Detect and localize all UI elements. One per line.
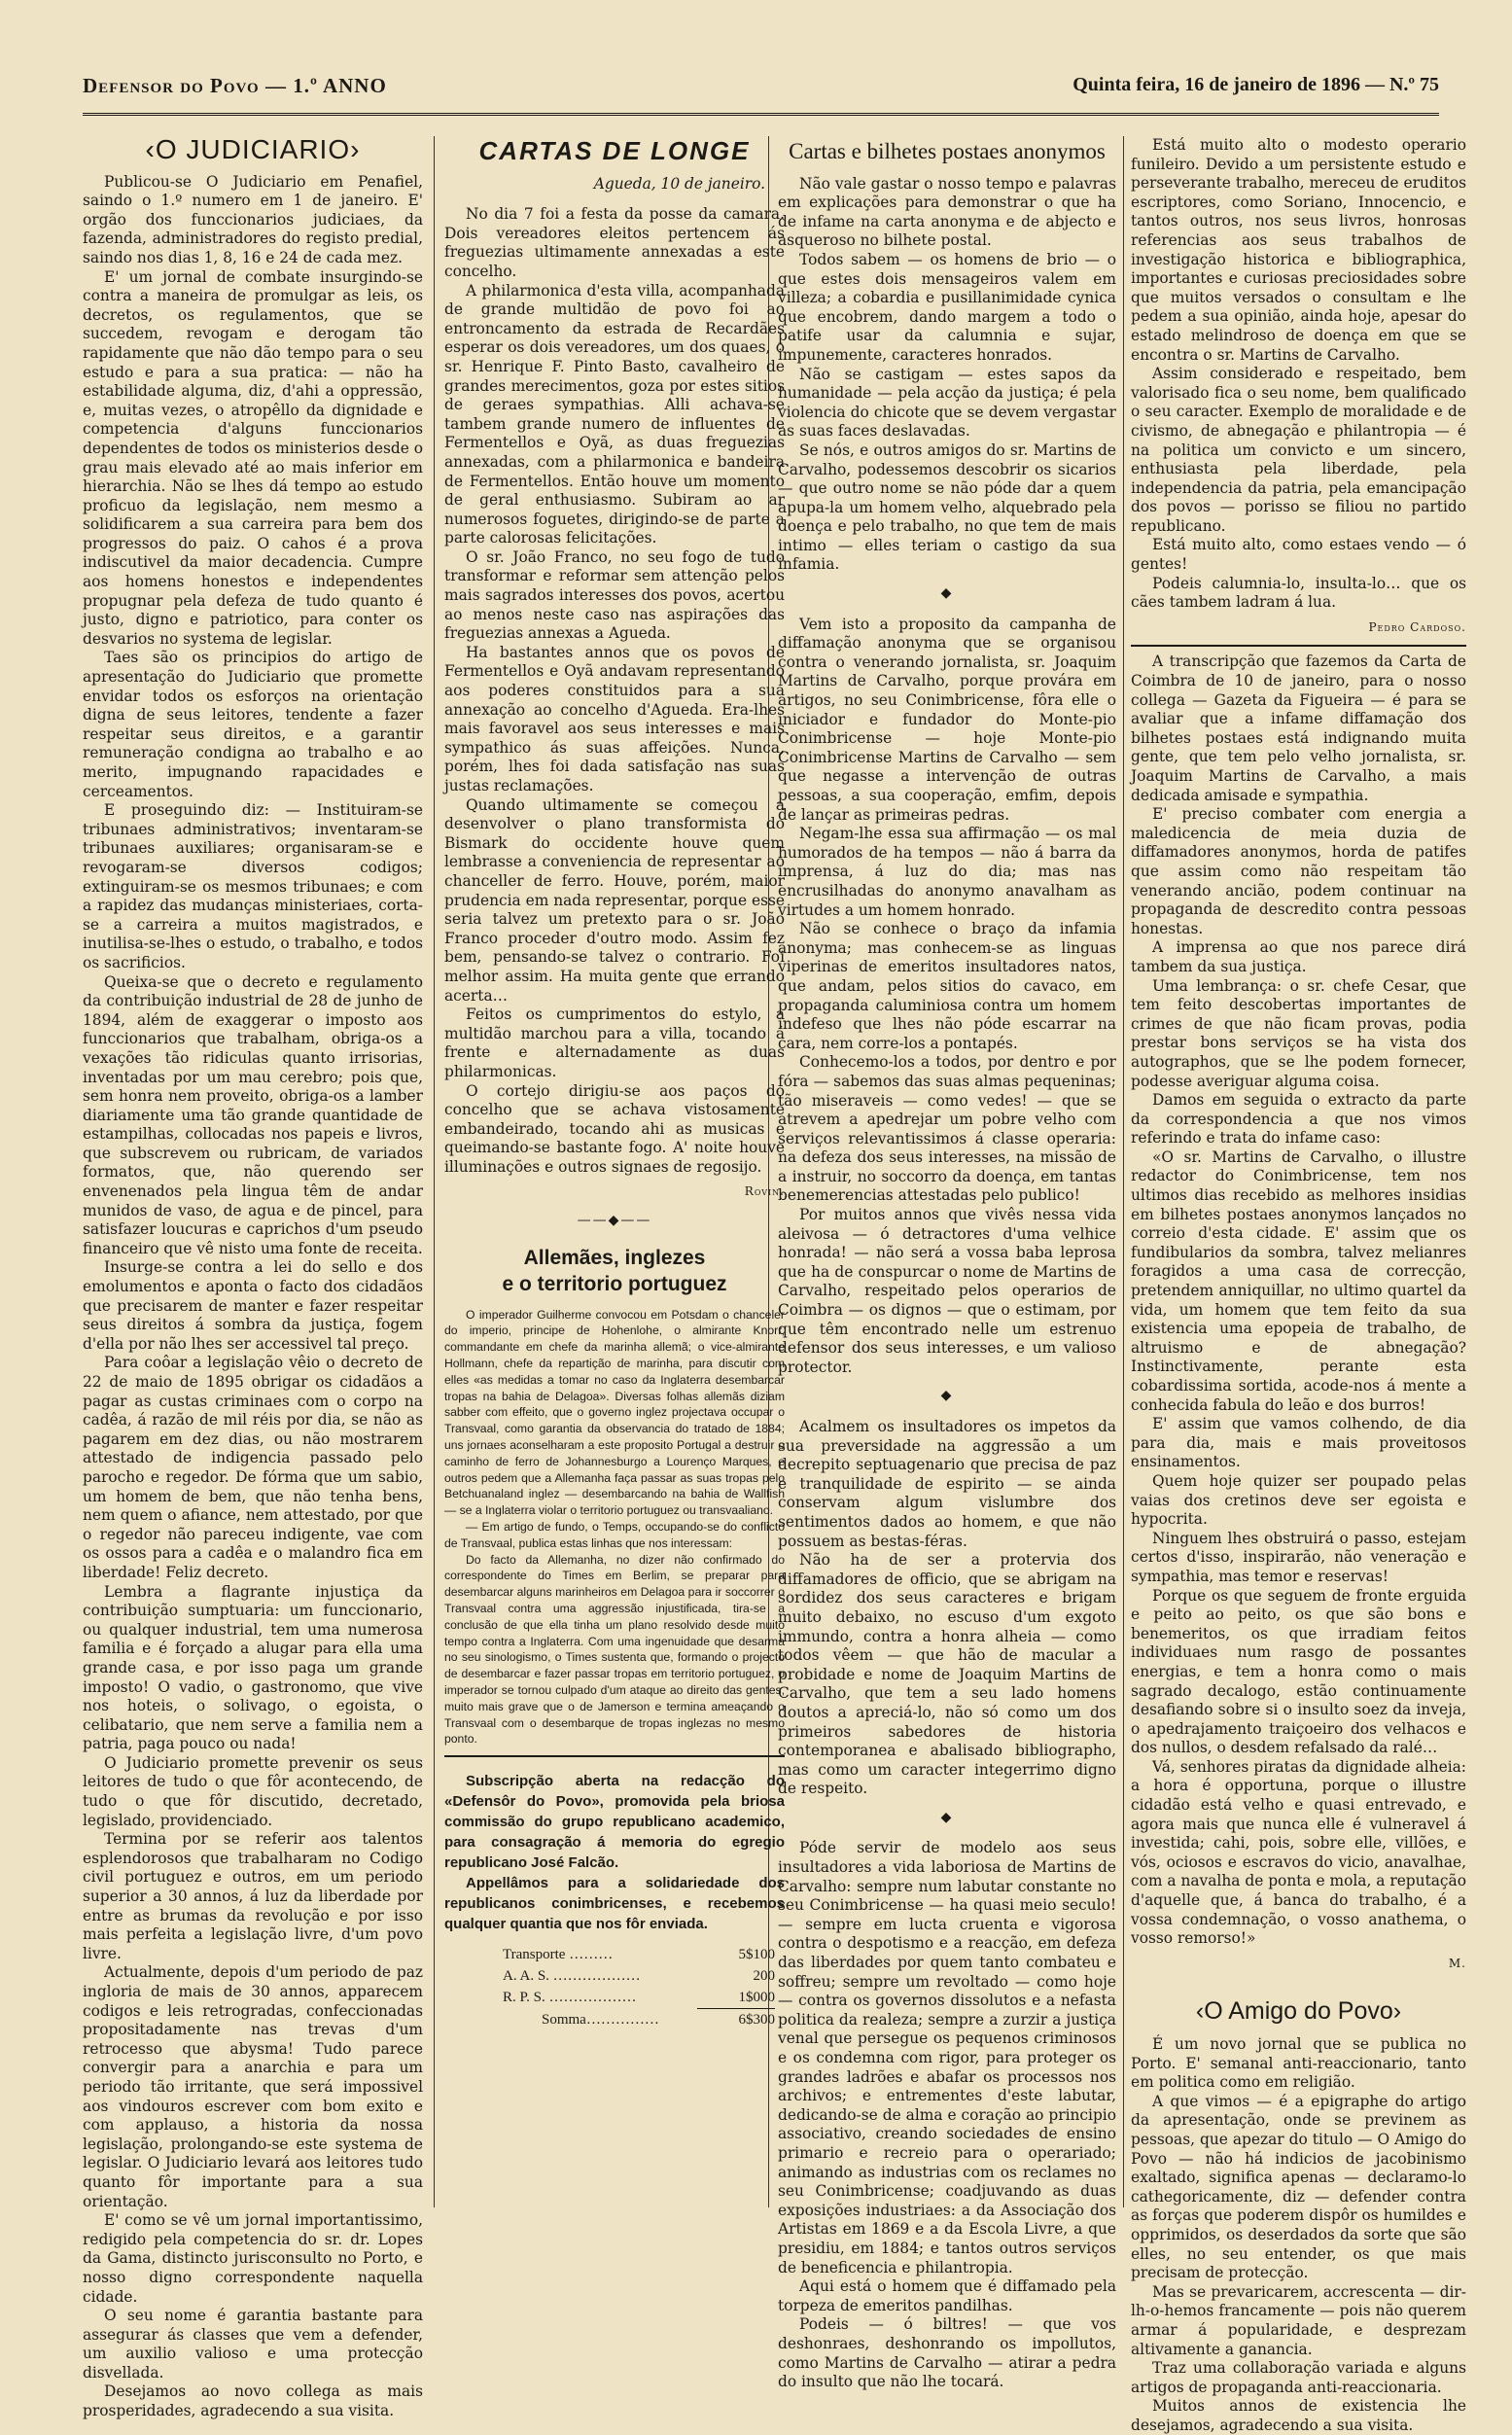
paragraph: O seu nome é garantia bastante para assegurar ás classes que vem a defender, um auxilio valioso e uma protecção disvellada. xyxy=(83,2307,423,2382)
subscription-notice xyxy=(444,1771,785,1934)
paragraph: Assim considerado e respeitado, bem valorisado fica o seu nome, bem qualificado o seu caracter. Exemplo de moralidade e de civismo, de abnegação e philantropia — é na politica um convicto e um sincero, enthusiasta pela liberdade, pela independencia da patria, pela emancipação dos povos — porisso se filiou no partido republicano. xyxy=(1131,365,1466,535)
list-item-amount: 1$000 xyxy=(738,1990,775,2006)
section-rule xyxy=(1131,645,1466,647)
paragraph: Não se castigam — estes sapos da humanidade — pela acção da justiça; é pela violencia do chicote que se devem vergastar as suas faces deslavadas. xyxy=(778,365,1116,441)
paragraph: Para coôar a legislação vêio o decreto de 22 de maio de 1895 obrigar os cidadãos a pagar as custas criminaes com o corpo na cadêa, á razão de mil réis por dia, se não as pagarem em dez dias, ou não mostrarem attestado de indigencia passado pelo parocho e regedor. De fórma que um sabio, um homem de bem, que não tenha bens, nem quem o afiance, nem attestado, por que o regedor não pareceu indigente, vae com os ossos para a cadêa e o malandro fica em liberdade! Feliz decreto. xyxy=(83,1354,423,1581)
paragraph: Porque os que seguem de fronte erguida e peito ao peito, os que são bons e benemeritos, os que irradiam feitos individuaes num rasgo de possantes energias, e tem a honra como o mais sagrado decalogo, estão continuamente desafiando sobre si o insulto soez da inveja, o apedrajamento traiçoeiro dos velhacos e dos nullos, o desdem refalsado da ralé… xyxy=(1131,1586,1466,1757)
paragraph: Do facto da Allemanha, no dizer não confirmado do correspondente do Times em Berlim, se preparar para desembarcar alguns marinheiros em Delagoa para ir soccorrer o Transvaal contra uma aggressão injustificada, tira-se a conclusão de que ella tinha um plano resolvido desde muito tempo contra a Inglaterra. Com uma ingenuidade que desarma no seu sinologismo, o Times sustenta que, formando o projecto de desembarcar e fazer passar tropas em territorio portuguez, o imperador se tornou culpado d'um ataque ao direito das gentes, muito mais grave que o de Jamerson e termina ameaçando o Transvaal com o desembarque de tropas inglezas no mesmo ponto. xyxy=(444,1552,785,1747)
subscription-list xyxy=(444,1944,785,2030)
list-total-label: Somma…………… xyxy=(542,2012,659,2029)
paragraph: E' preciso combater com energia a maledicencia de meia duzia de diffamadores anonymos, horda de patifes que assim como não respeitam tão venerando ancião, podem continuar na propaganda de descredito contra pessoas honestas. xyxy=(1131,805,1466,937)
paragraph: Não ha de ser a protervia dos diffamadores de officio, que se abrigam na sordidez dos seus caracteres e brigam muito debaixo, no escuso d'um exgoto immundo, contra a honra alheia — como todos vêem — que hão de macular a probidade e nome de Joaquim Martins de Carvalho, que tem a seu lado homens doutos a apreciá-lo, não só como um dos primeiros sabedores de historia contemporanea e abalisado bibliographo, mas como um caracter integerrimo digno de respeito. xyxy=(778,1551,1116,1798)
paragraph: «O sr. Martins de Carvalho, o illustre redactor do Conimbricense, tem nos ultimos dias recebido as melhores insidias em bilhetes postaes anonymos lançados no correio d'esta cidade. E' assim que os fundibularios da sombra, talvez melianres foragidos a uma casa de correcção, pretendem anniquillar, no ultimo quartel da vida, um homem que tem feito da sua existencia uma epopeia de trabalho, de altruismo e de abnegação? Instinctivamente, perante esta cobardissima sortida, acode-nos á mente a conhecida fabula do leão e dos burros! xyxy=(1131,1147,1466,1414)
cartas-signature: Rovin. xyxy=(744,1184,785,1199)
paragraph: Podeis — ó biltres! — que vos deshonraes, deshonrando os impollutos, como Martins de Carvalho — atirar a pedra do insulto que não lhe tocará. xyxy=(778,2315,1116,2391)
allemaes-heading-line2: e o territorio portuguez xyxy=(502,1272,727,1295)
column-4 xyxy=(1131,136,1466,2434)
paragraph: — Em artigo de fundo, o Temps, occupando-se do conflicto de Transvaal, publica estas linhas que nos interessam: xyxy=(444,1520,785,1550)
paragraph: Quando ultimamente se começou a desenvolver o plano transformista do Bismark do occidente houve quem lembrasse a conveniencia de representar ao chanceller de ferro. Houve, porém, maior prudencia em nada representar, porque esse seria talvez um pretexto para o sr. João Franco proceder d'outro modo. Assim fez bem, pensando-se talvez o contrario. Foi melhor assim. Ha muita gente que errando acerta… xyxy=(444,795,785,1005)
list-item-amount: 200 xyxy=(753,1968,775,1985)
paragraph: O imperador Guilherme convocou em Potsdam o chanceler do imperio, principe de Hohenlohe, o almirante Knorr, commandante em chefe da marinha allemã; o vice-almirante Hollmann, chefe da repartição de marinha, para discutir com elles «as medidas a tomar no caso da Inglaterra desembarcar tropas na bahia de Delagoa». Diversas folhas allemãs diziam sabber com effeito, que o governo inglez projectava occupar o Transvaal, como garantia da observancia do tratado de 1884; uns jornaes aconselharam a este proposito Portugal a destruir o caminho de ferro de Johannesburgo a Lourenço Marques, e outros pedem que a Allemanha faça passar as suas tropas pelo Betchuanaland inglez — desembarcando na bahia de Wallfish — se a Inglaterra violar o territorio portuguez ou transvaaliano. xyxy=(444,1307,785,1518)
paragraph: Negam-lhe essa sua affirmação — os mal humorados de ha tempos — não á barra da imprensa, á luz do dia; mas nas encrusilhadas do anonymo anavalham as virtudes a um homem honrado. xyxy=(778,825,1116,919)
paragraph: Lembra a flagrante injustiça da contribuição sumptuaria: um funccionario, ou qualquer industrial, tem uma numerosa familia e é forçado a alugar para ella uma grande casa, e por isso paga um grande imposto! O vadio, o gastronomo, que vive nos hoteis, o solivago, o egoista, o celibatario, que nem serve a familia nem a patria, paga pouco ou nada! xyxy=(83,1582,423,1753)
paragraph: Quem hoje quizer ser poupado pelas vaias dos cretinos deve ser egoista e hypocrita. xyxy=(1131,1471,1466,1529)
paragraph: Aqui está o homem que é diffamado pela torpeza de emeritos pandilhas. xyxy=(778,2277,1116,2314)
amigo-heading: ‹O Amigo do Povo› xyxy=(1195,1997,1402,2026)
paragraph: Damos em seguida o extracto da parte da correspondencia a que nos vimos referindo e trata do infame caso: xyxy=(1131,1091,1466,1147)
paragraph: Taes são os principios do artigo de apresentação do Judiciario que promette envidar todos os esforços na orientação digna de seus leitores, tendente a fazer respeitar seus direitos, e a garantir remuneração condigna ao trabalho e ao merito, impugnando rapacidades e cerceamentos. xyxy=(83,649,423,800)
masthead xyxy=(83,68,1439,126)
column-divider xyxy=(434,136,435,2207)
subscription-appeal: Appellâmos para a solidariedade dos republicanos conimbricenses, e recebemos qualquer quantia que nos fôr enviada. xyxy=(444,1875,785,1933)
paragraph: O sr. João Franco, no seu fogo de tudo transformar e reformar sem attenção pelos mais sagrados interesses dos povos, acertou ao menos neste caso nas aspirações das freguezias annexas a Agueda. xyxy=(444,547,785,643)
section-rule xyxy=(444,1755,785,1757)
paragraph: Queixa-se que o decreto e regulamento da contribuição industrial de 28 de junho de 1894, além de exaggerar o imposto aos funccionarios que trabalham, obriga-os a vexações tão ridiculas quanto irrisorias, inventadas por um mau cerebro; pois que, sem honra nem proveito, obriga-os a lamber diariamente uma tão grande quantidade de estampilhas, collocadas nos papeis e livros, que subscrevem ou rubricam, de variados formatos, que, não querendo ser envenenados pela lingua têm de andar munidos de vaso, de agua e de pincel, para satisfazer loucuras e caprichos d'um pseudo financeiro que vê nisto uma fonte de receita. xyxy=(83,972,423,1257)
list-item xyxy=(444,1944,785,1965)
paragraph: Actualmente, depois d'um periodo de paz ingloria de mais de 30 annos, apparecem codigos e leis retrogradas, confeccionadas propositadamente nas trevas d'um retrocesso que abysma! Tudo parece convergir para a anarchia e para um periodo tão irritante, que será impossivel aos vindouros escrever com bom exito e com applauso, a historia da nossa legislação, prolongando-se este systema de legislar. O Judiciario levará aos leitores tudo quanto fôr importante para a sua orientação. xyxy=(83,1963,423,2210)
paragraph: Conhecemo-los a todos, por dentro e por fóra — sabemos das suas almas pequeninas; tão miseraveis — como vedes! — que se atrevem a apedrejar um pobre velho com serviços relevantissimos á classe operaria: na defeza dos seus interesses, na missão de a instruir, no soccorro da doença, em tantas benemerencias attestadas pelo publico! xyxy=(778,1053,1116,1205)
paragraph: Todos sabem — os homens de brio — o que estes dois mensageiros valem em villeza; a cobardia e pusillanimidade cynica que encobrem, dando margem a todo o patife usar da calumnia e sujar, impunemente, caracteres honrados. xyxy=(778,250,1116,364)
paragraph: O cortejo dirigiu-se aos paços do concelho que se achava vistosamente embandeirado, tocando ahi as musicas e queimando-se bastante fogo. A' noite houve illuminações e outros signaes de regosijo. xyxy=(444,1081,785,1176)
paragraph: Termina por se referir aos talentos esplendorosos que trabalharam no Codigo civil portuguez e outros, em um periodo superior a 30 annos, á luz da liberdade por entre as brumas da revolução e por isso mais perfeita a legislação livre, d'um povo livre. xyxy=(83,1830,423,1962)
anonymos-heading: Cartas e bilhetes postaes anonymos xyxy=(789,139,1106,163)
ornament-divider: ——◆—— xyxy=(577,1213,652,1229)
paragraph: É um novo jornal que se publica no Porto. E' semanal anti-reaccionario, tanto em politica como em religião. xyxy=(1131,2035,1466,2092)
paragraph: Acalmem os insultadores os impetos da sua preversidade na aggressão a um decrepito septuagenario que precisa de paz e tranquilidade de espirito — se ainda conservam algum vislumbre dos sentimentos dados ao homem, e que não possuem as bestas-féras. xyxy=(778,1418,1116,1550)
judiciario-article xyxy=(83,173,423,2421)
list-item-amount: 5$100 xyxy=(738,1947,775,1963)
paragraph: Não se conhece o braço da infamia anonyma; mas conhecem-se as linguas viperinas de emeritos insultadores natos, que andam, pelos sitios do cavaco, em propaganda caluminiosa contra um homem indefeso que lhes não póde escarrar na cara, nem corre-los a pontapés. xyxy=(778,920,1116,1052)
paragraph: A que vimos — é a epigraphe do artigo da apresentação, onde se previnem as pessoas, que apezar do titulo — O Amigo do Povo — não há indicios de jacobinismo exaltado, significa apenas — declaramo-lo cathegoricamente, diz — defender contra as forças que poderem dispôr os humildes e opprimidos, os deserdados da sorte que são elles, no seu entender, os que mais precisam de protecção. xyxy=(1131,2092,1466,2282)
paragraph: E proseguindo diz: — Instituiram-se tribunaes administrativos; inventaram-se tribunaes auxiliares; organisaram-se e revogaram-se diversos codigos; extinguiram-se os mesmos tribunaes; e com a rapidez das mudanças ministeriaes, corta-se a carreira a muitos magistrados, e inutilisa-se-lhes o estudo, o trabalho, e todos os sacrificios. xyxy=(83,801,423,971)
paragraph: E' um jornal de combate insurgindo-se contra a maneira de promulgar as leis, os decretos, os regulamentos, que se succedem, revogam e derogam tão rapidamente que não dão tempo para o seu estudo e para a sua pratica: — não ha estabilidade alguma, diz, d'ahi a oppressão, e, muitas vezes, o atropêllo da dignidade e competencia d'alguns funccionarios dependentes de todos os ministerios desde o grau mais elevado até ao mais inferior em hierarchia. Não se lhes dá tempo ao estudo proficuo da legislação, nem mesmo a solidificarem a sua carreira para bem dos progressos do paiz. O cahos é a prova indiscutivel da maior decadencia. Cumpre aos homens honestos e independentes propugnar pela defeza de tudo quanto é justo, digno e patriotico, para conter os desvarios no systema de legislar. xyxy=(83,267,423,648)
paragraph: A transcripção que fazemos da Carta de Coimbra de 10 de janeiro, para o nosso collega — Gazeta da Figueira — é para se avaliar que a infame diffamação dos bilhetes postaes está indignando muita gente, que tem pelo velho jornalista, sr. Joaquim Martins de Carvalho, a mais dedicada amisade e sympathia. xyxy=(1131,653,1466,804)
column-3 xyxy=(778,136,1116,2391)
paragraph: Uma lembrança: o sr. chefe Cesar, que tem feito descobertas importantes de crimes de que não ficam provas, podia prestar bons serviços se ha vista dos autographos, que se lhe podem fornecer, podesse averiguar alguma coisa. xyxy=(1131,976,1466,1090)
column-1 xyxy=(83,134,423,2420)
paragraph: E' como se vê um jornal importantissimo, redigido pela competencia do sr. dr. Lopes da Gama, distincto jurisconsulto no Porto, e nosso digno correspondente naquella cidade. xyxy=(83,2211,423,2306)
ornament-divider: ◆ xyxy=(940,585,954,602)
allemaes-article xyxy=(444,1307,785,1748)
column-2 xyxy=(444,136,785,2207)
paragraph: Traz uma collaboração variada e alguns artigos de propaganda anti-reaccionaria. xyxy=(1131,2359,1466,2396)
paragraph: E' assim que vamos colhendo, de dia para dia, mais e mais proveitosos ensinamentos. xyxy=(1131,1415,1466,1471)
masthead-rule xyxy=(83,113,1439,116)
article-signature: M. xyxy=(1448,1956,1466,1970)
paragraph: A imprensa ao que nos parece dirá tambem da sua justiça. xyxy=(1131,938,1466,975)
paragraph: Por muitos annos que vivês nessa vida aleivosa — ó detractores d'uma velhice honrada! — não será a vossa baba leprosa que ha de conspurcar o nome de Martins de Carvalho, respeitado pelos operarios de Coimbra — os dignos — que o estimam, por que têm encontrado nelle um estrenuo defensor dos seus interesses, e um valioso protector. xyxy=(778,1206,1116,1376)
subscription-text: Subscripção aberta na redacção do «Defensôr do Povo», promovida pela briosa commissão do grupo republicano academico, para consagração á memoria do egregio republicano José Falcão. xyxy=(444,1773,785,1872)
paragraph: Desejamos ao novo collega as mais prosperidades, agradecendo a sua visita. xyxy=(83,2382,423,2420)
paragraph: A philarmonica d'esta villa, acompanhada de grande multidão de povo foi ao entroncamento da estrada de Recardães esperar os dois vereadores, um dos quaes, o sr. Henrique F. Pinto Basto, cavalheiro de grandes merecimentos, goza por estes sitios de geraes sympathias. Alli achava-se tambem grande numero de influentes de Fermentellos e Oyã, as duas freguezias annexadas, com a philarmonica e bandeira de Fermentellos. Então houve um momento de geral enthusiasmo. Subiram ao ar numerosos foguetes, dirigindo-se de parte a parte calorosas felicitações. xyxy=(444,281,785,547)
list-total xyxy=(444,2009,785,2030)
article-signature: Pedro Cardoso. xyxy=(1368,619,1466,634)
list-total-amount: 6$300 xyxy=(738,2012,775,2029)
list-item-label: Transporte ……… xyxy=(503,1947,614,1963)
ornament-divider: ◆ xyxy=(940,1809,954,1825)
paragraph: Está muito alto, como estaes vendo — ó gentes! xyxy=(1131,536,1466,574)
allemaes-heading-line1: Allemães, inglezes xyxy=(523,1246,706,1269)
paragraph: Podeis calumnia-lo, insulta-lo… que os cães tambem ladram á lua. xyxy=(1131,574,1466,612)
paragraph: Feitos os cumprimentos do estylo, a multidão marchou para a villa, tocando á frente e alternadamente as duas philarmonicas. xyxy=(444,1006,785,1080)
cartas-dateline: Agueda, 10 de janeiro. xyxy=(593,174,765,193)
newspaper-title: Defensor do Povo — 1.º ANNO xyxy=(83,74,387,97)
paragraph: Insurge-se contra a lei do sello e dos emolumentos e aponta o facto dos cidadãos que precisarem de manter e fazer respeitar seus direitos á sombra da justiça, fogem d'ella por não lhes ser accessivel tal preço. xyxy=(83,1258,423,1353)
ornament-divider: ◆ xyxy=(940,1388,954,1404)
cartas-heading: CARTAS DE LONGE xyxy=(478,136,751,165)
paragraph: Publicou-se O Judiciario em Penafiel, saindo o 1.º numero em 1 de janeiro. E' orgão dos funccionarios judiciaes, da fazenda, administradores do registo predial, saindo nos dias 1, 8, 16 e 24 de cada mez. xyxy=(83,172,423,266)
paragraph: Ninguem lhes obstruirá o passo, estejam certos d'isso, inspirarão, não veneração e sympathia, mas temor e reservas! xyxy=(1131,1529,1466,1585)
paragraph: Póde servir de modelo aos seus insultadores a vida laboriosa de Martins de Carvalho: sempre num labutar constante no seu Conimbricense — ha quasi meio seculo! — sempre em lucta cruenta e vigorosa contra o despotismo e a reacção, em defeza das liberdades por quem tanto combateu e soffreu; sempre um revoltado — como hoje — contra os governos dissolutos e a nefasta politica da realeza; sempre a zurzir a justiça venal que persegue os pequenos criminosos e os condemna com rigor, para proteger os grandes ladrões e abafar os processos nos archivos; e entrementes d'este labutar, dedicando-se de alma e coração ao principio associativo, creando sociedades de ensino primario e recreio para o operariado; animando as industrias com os reclames no seu Conimbricense; coadjuvando as duas exposições industriaes: a da Associação dos Artistas em 1869 e a da Escola Livre, a que presidiu, em 1884; e tantos outros serviços de beneficencia e philantropia. xyxy=(778,1839,1116,2276)
paragraph: Não vale gastar o nosso tempo e palavras em explicações para demonstrar o que ha de infame na carta anonyma e de abjecto e asqueroso no bilhete postal. xyxy=(778,174,1116,250)
judiciario-heading: ‹O JUDICIARIO› xyxy=(145,134,361,164)
paragraph: Ha bastantes annos que os povos de Fermentellos e Oyã andavam representando aos poderes constituidos para a sua annexação ao concelho d'Agueda. Era-lhes mais favoravel aos seus interesses e mais sympathico ás suas affeições. Nunca, porém, lhes foi dada satisfação nas suas justas reclamações. xyxy=(444,643,785,794)
column-divider xyxy=(1123,136,1124,2207)
paragraph: Está muito alto o modesto operario funileiro. Devido a um persistente estudo e perseverante trabalho, mereceu de eruditos escriptores, como Soriano, Innocencio, e tantos outros, nos seus livros, honrosas referencias aos seus trabalhos de investigação historica e bibliographica, importantes e curiosas preciosidades sobre que muitos versados o consultam e lhe pedem a sua opinião, ainda hoje, apesar do estado melindroso de doença em que se encontra o sr. Martins de Carvalho. xyxy=(1131,136,1466,364)
list-item xyxy=(444,1965,785,1987)
paragraph: Vem isto a proposito da campanha de diffamação anonyma que se organisou contra o venerando jornalista, sr. Joaquim Martins de Carvalho, porque provára em artigos, no seu Conimbricense, fôra elle o iniciador e fundador do Monte-pio Conimbricense — hoje Monte-pio Conimbricense Martins de Carvalho — sem que negasse a intervenção de outras pessoas, a sua cooperação, emfim, depois de lançar as primeiras pedras. xyxy=(778,615,1116,824)
paragraph: No dia 7 foi a festa da posse da camara. Dois vereadores eleitos pertencem ás freguezias ultimamente annexadas a este concelho. xyxy=(444,205,785,280)
list-item-label: A. A. S. ……………… xyxy=(503,1968,641,1985)
allemaes-heading xyxy=(444,1245,785,1297)
paragraph: O Judiciario promette prevenir os seus leitores de tudo o que fôr acontecendo, de tudo o que fôr discutido, decretado, legislado, providenciado. xyxy=(83,1753,423,1829)
list-item xyxy=(444,1987,785,2008)
paragraph: Vá, senhores piratas da dignidade alheia: a hora é opportuna, porque o illustre cidadão está velho e quasi entrevado, e agora mais que nunca elle é vulneravel á investida; cahi, pois, sobre elle, villões, e vós, ociosos e escravos do vicio, anavalhae, com a navalha de ponta e mola, a reputação d'aquelle que, á banca do trabalho, é a vossa condemnação, o vosso anathema, o vosso remorso!» xyxy=(1131,1757,1466,1948)
paragraph: Se nós, e outros amigos do sr. Martins de Carvalho, podessemos descobrir os sicarios — que outro nome se não póde dar a quem apupa-la um homem velho, alquebrado pela doença e pelo trabalho, no que tem de mais intimo — elles teriam o castigo da sua infamia. xyxy=(778,441,1116,574)
paragraph: Mas se prevaricarem, accrescenta — dir-lh-o-hemos francamente — pois não querem armar á popularidade, e desprezam altivamente a ganancia. xyxy=(1131,2282,1466,2358)
list-item-label: R. P. S. ……………… xyxy=(503,1990,637,2006)
paragraph: Muitos annos de existencia lhe desejamos, agradecendo a sua visita. xyxy=(1131,2397,1466,2434)
issue-dateline: Quinta feira, 16 de janeiro de 1896 — N.º 75 xyxy=(1072,74,1439,95)
